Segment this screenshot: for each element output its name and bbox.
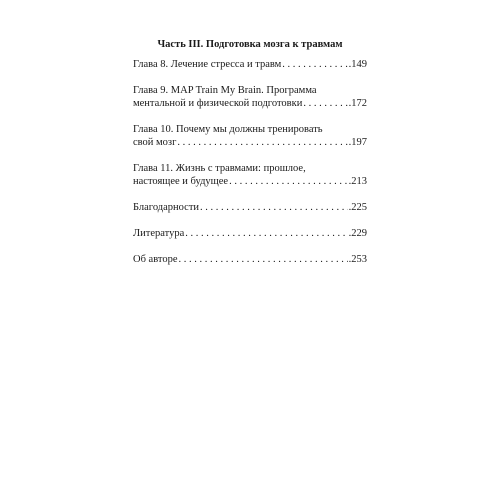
- toc-entry-title: Глава 8. Лечение стресса и травм: [133, 59, 282, 70]
- toc-entry-page: .197: [348, 137, 367, 148]
- part-title: Часть III. Подготовка мозга к травмам: [157, 39, 343, 50]
- toc-entry-literature[interactable]: [133, 227, 367, 240]
- toc-entry-page: .229: [348, 228, 367, 239]
- toc-entry-title: Об авторе: [133, 254, 178, 265]
- dot-leader: [229, 175, 348, 188]
- toc-entry-page: .172: [348, 98, 367, 109]
- dot-leader: [303, 97, 347, 110]
- toc-entry-chapter-8[interactable]: [133, 58, 367, 71]
- toc-entry-acknowledgements[interactable]: [133, 201, 367, 214]
- toc-entry-title: Благодарности: [133, 202, 200, 213]
- toc-entry-line: [133, 175, 367, 188]
- toc-entry-page: .149: [348, 59, 367, 70]
- toc-entry-page: .253: [348, 254, 367, 265]
- toc-entry-title: Литература: [133, 228, 185, 239]
- toc-entry-title-line-2: свой мозг: [133, 137, 177, 148]
- toc-entry-title-line-1: Глава 10. Почему мы должны тренировать: [133, 124, 323, 135]
- toc-entry-title-line-1: Глава 11. Жизнь с травмами: прошлое,: [133, 163, 306, 174]
- toc-entry-page: .213: [348, 176, 367, 187]
- toc-entry-line: [133, 201, 367, 214]
- dot-leader: [185, 227, 347, 240]
- toc-entry-title-line-2: ментальной и физической подготовки: [133, 98, 303, 109]
- dot-leader: [200, 201, 348, 214]
- dot-leader: [282, 58, 347, 71]
- toc-entry-line: [133, 227, 367, 240]
- toc-entry-line: [133, 58, 367, 71]
- toc-entry-line: [133, 253, 367, 266]
- toc-entry-line: [133, 136, 367, 149]
- toc-entry-about-author[interactable]: [133, 253, 367, 266]
- toc-entry-chapter-10[interactable]: [133, 123, 367, 149]
- toc-entry-line: [133, 97, 367, 110]
- toc-entry-chapter-9[interactable]: [133, 84, 367, 110]
- toc-entry-page: .225: [348, 202, 367, 213]
- toc-entry-title-line-1: Глава 9. MAP Train My Brain. Программа: [133, 85, 317, 96]
- toc-entry-chapter-11[interactable]: [133, 162, 367, 188]
- toc-entry-title-line-2: настоящее и будущее: [133, 176, 229, 187]
- dot-leader: [179, 253, 348, 266]
- dot-leader: [177, 136, 347, 149]
- table-of-contents: [133, 58, 367, 279]
